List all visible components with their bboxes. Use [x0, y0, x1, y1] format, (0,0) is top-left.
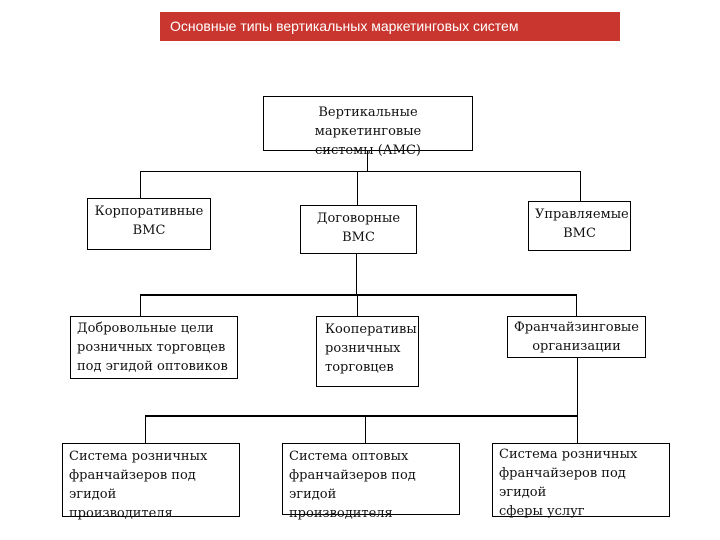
node-line: Система розничных — [499, 447, 638, 462]
node-line: Система розничных — [69, 449, 208, 464]
node-line: Кооперативы — [325, 322, 417, 337]
connector-to-corporate — [140, 171, 141, 198]
node-line: Корпоративные — [94, 204, 204, 219]
node-retail-cooperatives — [316, 316, 419, 387]
node-line: производителя — [289, 506, 393, 521]
node-corporate-vms — [87, 198, 211, 250]
connector-contract-down — [356, 253, 357, 295]
node-line: под эгидой оптовиков — [77, 359, 228, 374]
node-contract-vms — [300, 205, 417, 254]
connector-to-managed — [580, 171, 581, 201]
root-node — [263, 96, 473, 158]
node-wholesale-franchise-manufacturer — [282, 443, 460, 521]
node-line: Система оптовых — [289, 449, 409, 464]
root-node-line2: системы (АМС) — [315, 143, 421, 158]
node-voluntary-chains — [70, 316, 238, 379]
node-line: франчайзеров под эгидой — [289, 468, 416, 502]
connector-to-cooperatives — [357, 294, 358, 316]
connector-to-wholesale-manufacturer — [365, 415, 366, 443]
node-line: франчайзеров под эгидой — [499, 466, 626, 500]
connector-level3-bus — [145, 415, 578, 417]
connector-level2-bus — [140, 294, 577, 296]
node-line: ВМС — [563, 226, 596, 241]
connector-to-contract — [357, 171, 358, 205]
connector-to-franchise — [576, 294, 577, 316]
slide-title: Основные типы вертикальных маркетинговых систем — [160, 12, 620, 41]
node-line: Франчайзинговые — [514, 320, 639, 335]
node-line: ВМС — [342, 230, 375, 245]
node-line: Добровольные цели — [77, 321, 214, 336]
node-line: сферы услуг — [499, 504, 585, 519]
node-line: Договорные — [316, 211, 401, 226]
node-line: ВМС — [132, 223, 166, 238]
node-line: Управляемые — [535, 207, 629, 222]
node-line: розничных — [325, 341, 401, 356]
root-node-line1: Вертикальные маркетинговые — [314, 105, 422, 139]
connector-to-retail-services — [577, 415, 578, 443]
node-line: организации — [532, 339, 621, 354]
connector-to-retail-manufacturer — [145, 415, 146, 443]
node-managed-vms — [528, 201, 631, 251]
connector-level1-bus — [140, 171, 581, 172]
connector-franchise-down — [577, 358, 578, 416]
node-line: франчайзеров под эгидой — [69, 468, 196, 502]
node-line: торговцев — [325, 360, 394, 375]
node-franchise-organizations — [507, 316, 646, 358]
node-line: розничных торговцев — [77, 340, 226, 355]
node-line: производителя — [69, 506, 173, 521]
node-retail-franchise-services — [492, 443, 670, 517]
node-retail-franchise-manufacturer — [62, 443, 240, 521]
connector-to-voluntary — [140, 294, 141, 316]
